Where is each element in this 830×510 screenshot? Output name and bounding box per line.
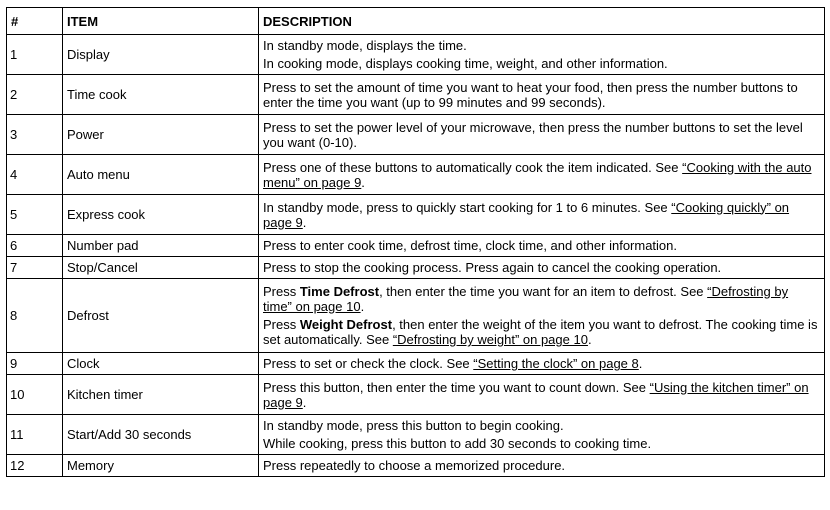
row-item: Kitchen timer bbox=[63, 375, 259, 415]
description-text: Press to set or check the clock. See bbox=[263, 356, 474, 371]
row-item: Express cook bbox=[63, 195, 259, 235]
row-description bbox=[259, 353, 825, 375]
cross-reference-link[interactable]: “Using the kitchen timer” on page 9 bbox=[263, 379, 809, 410]
row-number: 12 bbox=[7, 455, 63, 477]
row-description bbox=[259, 195, 825, 235]
row-description bbox=[259, 279, 825, 353]
cross-reference-link[interactable]: “Defrosting by time” on page 10 bbox=[263, 284, 789, 314]
row-description: Press to set the power level of your microwave, then press the number buttons to set the level you want (0-10). bbox=[259, 115, 825, 155]
table-row bbox=[7, 415, 825, 455]
description-text: Press this button, then enter the time you want to count down. See bbox=[263, 379, 650, 395]
row-item: Display bbox=[63, 35, 259, 75]
table-row bbox=[7, 353, 825, 375]
row-description: Press to stop the cooking process. Press again to cancel the cooking operation. bbox=[259, 257, 825, 279]
table-row bbox=[7, 279, 825, 353]
row-number: 1 bbox=[7, 35, 63, 75]
table-row bbox=[7, 257, 825, 279]
description-text: . bbox=[587, 332, 592, 347]
description-text: In standby mode, press to quickly start cooking for 1 to 6 minutes. See bbox=[263, 199, 672, 215]
cross-reference-link[interactable]: “Setting the clock” on page 8 bbox=[473, 356, 639, 371]
row-item: Defrost bbox=[63, 279, 259, 353]
description-text: Press bbox=[263, 317, 300, 332]
row-item: Stop/Cancel bbox=[63, 257, 259, 279]
description-text: , then enter the time you want for an item to defrost. See bbox=[379, 284, 708, 299]
row-description bbox=[259, 375, 825, 415]
row-number: 11 bbox=[7, 415, 63, 455]
description-paragraph bbox=[263, 284, 820, 314]
button-name: Weight Defrost bbox=[299, 317, 393, 332]
header-description: DESCRIPTION bbox=[259, 8, 825, 35]
table-row bbox=[7, 235, 825, 257]
row-item: Memory bbox=[63, 455, 259, 477]
document-page bbox=[6, 7, 825, 477]
description-line: In standby mode, displays the time. bbox=[263, 38, 467, 53]
description-line: In cooking mode, displays cooking time, weight, and other information. bbox=[263, 56, 668, 71]
description-text: . bbox=[638, 356, 643, 371]
controls-table bbox=[6, 7, 825, 477]
button-name: Time Defrost bbox=[299, 284, 380, 299]
row-description: Press repeatedly to choose a memorized procedure. bbox=[259, 455, 825, 477]
row-number: 10 bbox=[7, 375, 63, 415]
row-item: Clock bbox=[63, 353, 259, 375]
description-text: Press one of these buttons to automatically cook the item indicated. See bbox=[263, 159, 683, 175]
table-row bbox=[7, 375, 825, 415]
description-text: . bbox=[302, 394, 307, 410]
table-row bbox=[7, 115, 825, 155]
row-description: Press to set the amount of time you want to heat your food, then press the number buttons to enter the time you want (up to 99 minutes and 99 seconds). bbox=[259, 75, 825, 115]
row-number: 8 bbox=[7, 279, 63, 353]
description-text: Press bbox=[263, 284, 300, 299]
row-number: 4 bbox=[7, 155, 63, 195]
description-line: In standby mode, press this button to begin cooking. bbox=[263, 418, 564, 433]
header-item: ITEM bbox=[63, 8, 259, 35]
cross-reference-link[interactable]: “Cooking with the auto menu” on page 9 bbox=[263, 159, 812, 190]
row-item: Number pad bbox=[63, 235, 259, 257]
description-text: . bbox=[361, 174, 365, 190]
table-header-row bbox=[7, 8, 825, 35]
description-text: . bbox=[360, 299, 365, 314]
description-line: While cooking, press this button to add 30 seconds to cooking time. bbox=[263, 436, 652, 451]
description-text: . bbox=[302, 214, 307, 230]
row-number: 7 bbox=[7, 257, 63, 279]
row-item: Start/Add 30 seconds bbox=[63, 415, 259, 455]
row-number: 5 bbox=[7, 195, 63, 235]
description-text: , then enter the weight of the item you want to defrost. The cooking time is set automatically. See bbox=[263, 317, 818, 347]
row-number: 9 bbox=[7, 353, 63, 375]
table-row bbox=[7, 455, 825, 477]
row-description bbox=[259, 415, 825, 455]
cross-reference-link[interactable]: “Cooking quickly” on page 9 bbox=[263, 199, 790, 230]
row-item: Auto menu bbox=[63, 155, 259, 195]
table-row bbox=[7, 155, 825, 195]
header-number: # bbox=[7, 8, 63, 35]
row-number: 6 bbox=[7, 235, 63, 257]
table-row bbox=[7, 35, 825, 75]
row-item: Power bbox=[63, 115, 259, 155]
table-row bbox=[7, 75, 825, 115]
row-description bbox=[259, 155, 825, 195]
description-paragraph bbox=[263, 317, 820, 347]
table-row bbox=[7, 195, 825, 235]
row-description: Press to enter cook time, defrost time, clock time, and other information. bbox=[259, 235, 825, 257]
row-description bbox=[259, 35, 825, 75]
row-number: 3 bbox=[7, 115, 63, 155]
cross-reference-link[interactable]: “Defrosting by weight” on page 10 bbox=[392, 332, 588, 347]
row-item: Time cook bbox=[63, 75, 259, 115]
row-number: 2 bbox=[7, 75, 63, 115]
